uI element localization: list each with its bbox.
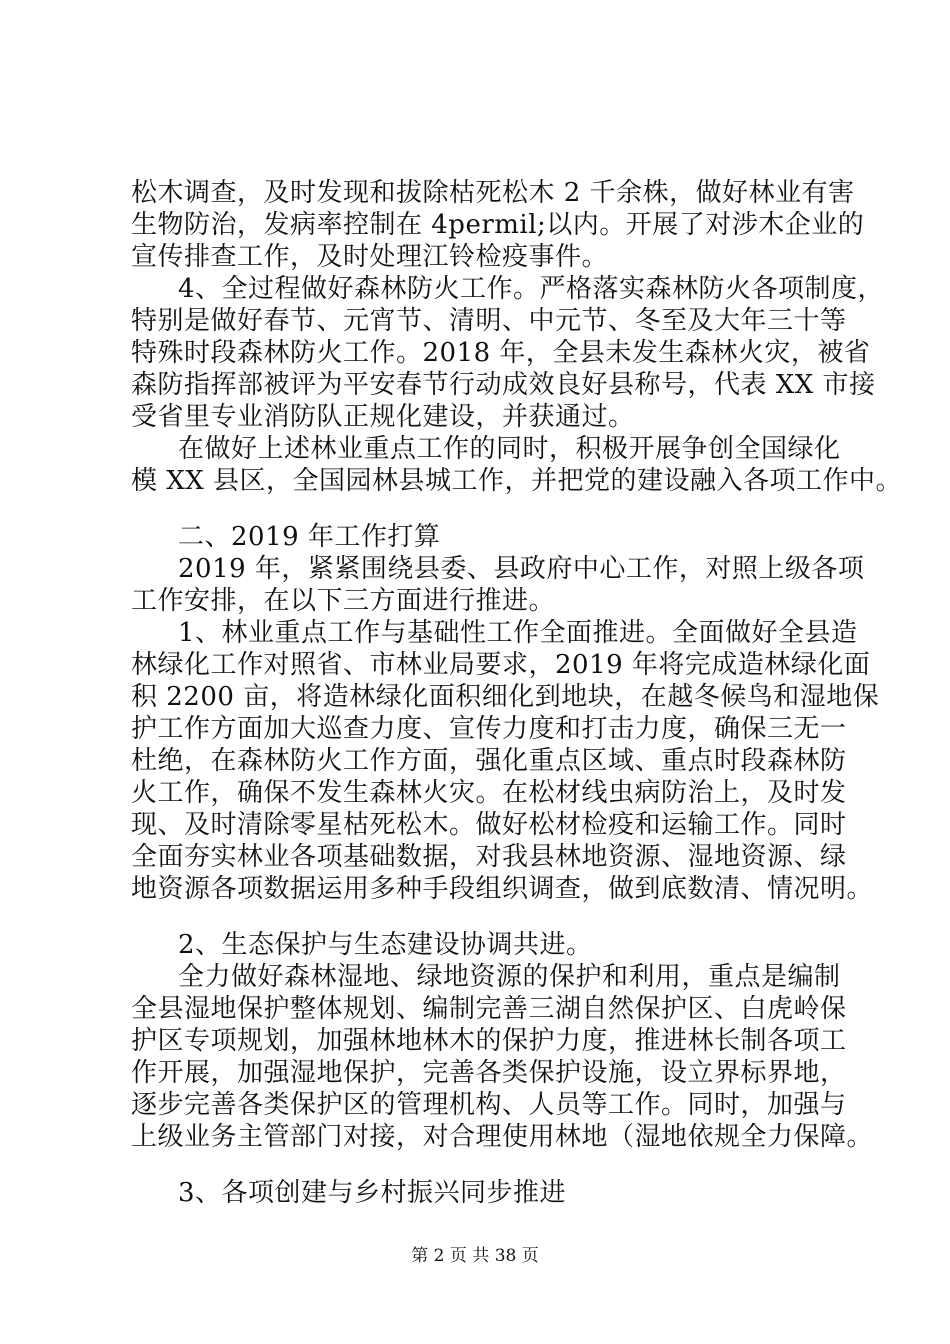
body-text-line: 上级业务主管部门对接，对合理使用林地（湿地依规全力保障。 (131, 1122, 874, 1152)
body-text-line: 逐步完善各类保护区的管理机构、人员等工作。同时，加强与 (131, 1090, 847, 1120)
body-text-line: 1、林业重点工作与基础性工作全面推进。全面做好全县造 (178, 618, 858, 648)
subsection-heading: 3、各项创建与乡村振兴同步推进 (178, 1178, 567, 1208)
body-text-line: 工作安排，在以下三方面进行推进。 (131, 586, 556, 616)
body-text-line: 作开展，加强湿地保护，完善各类保护设施，设立界标界地， (131, 1058, 847, 1088)
page-number-footer: 第 2 页 共 38 页 (411, 1246, 539, 1266)
body-text-line: 特别是做好春节、元宵节、清明、中元节、冬至及大年三十等 (131, 306, 847, 336)
body-text-line: 全面夯实林业各项基础数据，对我县林地资源、湿地资源、绿 (131, 842, 847, 872)
body-text-line: 林绿化工作对照省、市林业局要求，2019 年将完成造林绿化面 (131, 650, 871, 680)
body-text-line: 松木调查，及时发现和拔除枯死松木 2 千余株，做好林业有害 (131, 178, 855, 208)
body-text-line: 现、及时清除零星枯死松木。做好松材检疫和运输工作。同时 (131, 810, 847, 840)
body-text-line: 全县湿地保护整体规划、编制完善三湖自然保护区、白虎岭保 (131, 994, 847, 1024)
body-text-line: 受省里专业消防队正规化建设，并获通过。 (131, 402, 635, 432)
body-text-line: 护工作方面加大巡查力度、宣传力度和打击力度，确保三无一 (131, 714, 847, 744)
body-text-line: 护区专项规划，加强林地林木的保护力度，推进林长制各项工 (131, 1026, 847, 1056)
body-text-line: 全力做好森林湿地、绿地资源的保护和利用，重点是编制 (178, 962, 841, 992)
body-text-line: 宣传排查工作，及时处理江铃检疫事件。 (131, 242, 609, 272)
subsection-heading: 2、生态保护与生态建设协调共进。 (178, 930, 593, 960)
body-text-line: 地资源各项数据运用多种手段组织调查，做到底数清、情况明。 (131, 874, 874, 904)
body-text-line: 森防指挥部被评为平安春节行动成效良好县称号，代表 XX 市接 (131, 370, 876, 400)
section-heading: 二、2019 年工作打算 (178, 522, 441, 552)
body-text-line: 生物防治，发病率控制在 4permil;以内。开展了对涉木企业的 (131, 210, 865, 240)
body-text-line: 火工作，确保不发生森林火灾。在松材线虫病防治上，及时发 (131, 778, 847, 808)
body-text-line: 在做好上述林业重点工作的同时，积极开展争创全国绿化 (178, 434, 841, 464)
body-text-line: 2019 年，紧紧围绕县委、县政府中心工作，对照上级各项 (178, 554, 865, 584)
body-text-line: 4、全过程做好森林防火工作。严格落实森林防火各项制度， (178, 274, 885, 304)
body-text-line: 特殊时段森林防火工作。2018 年，全县未发生森林火灾，被省 (131, 338, 871, 368)
body-text-line: 积 2200 亩，将造林绿化面积细化到地块，在越冬候鸟和湿地保 (131, 682, 880, 712)
body-text-line: 杜绝，在森林防火工作方面，强化重点区域、重点时段森林防 (131, 746, 847, 776)
body-text-line: 模 XX 县区，全国园林县城工作，并把党的建设融入各项工作中。 (131, 466, 903, 496)
